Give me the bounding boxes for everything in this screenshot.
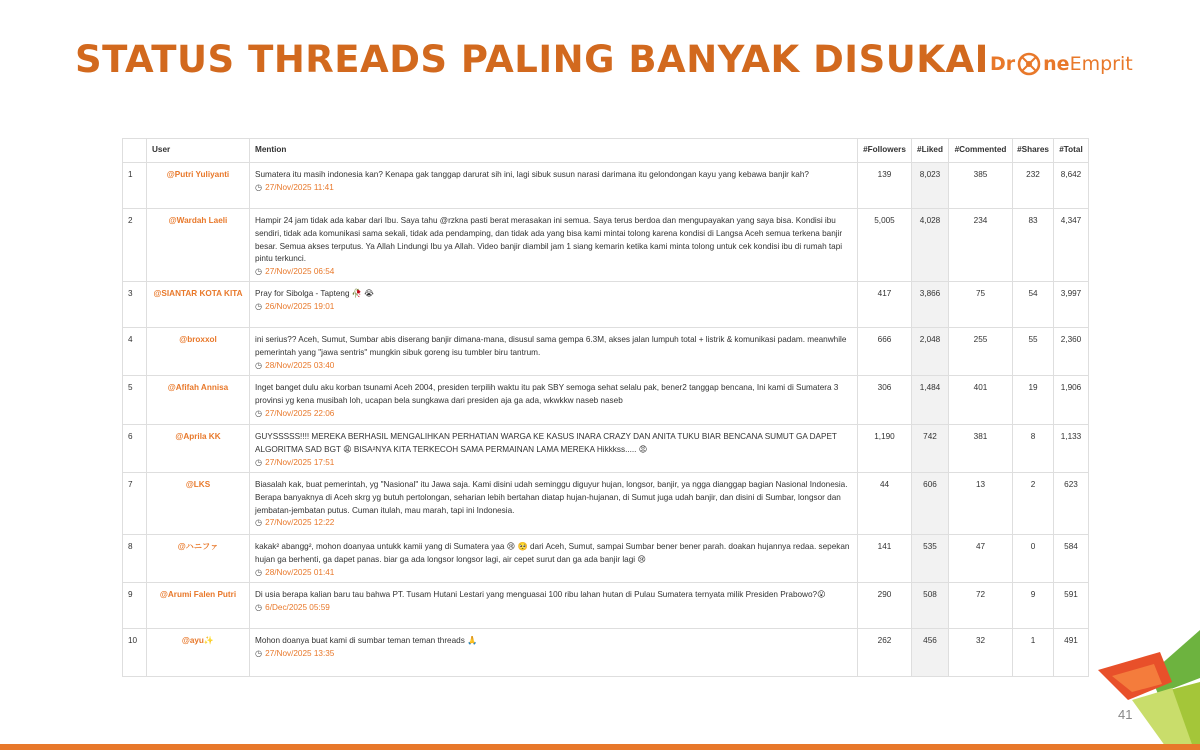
- header-no: [123, 139, 147, 163]
- liked-count: 535: [912, 535, 949, 583]
- total-count: 8,642: [1054, 163, 1089, 209]
- user-link[interactable]: @ayu✨: [147, 629, 250, 677]
- clock-icon: ◷: [255, 567, 263, 577]
- mention-cell: [250, 328, 858, 376]
- liked-count: 508: [912, 583, 949, 629]
- table-row: [123, 473, 1089, 535]
- header-commented: #Commented: [949, 139, 1013, 163]
- user-link[interactable]: @SIANTAR KOTA KITA: [147, 282, 250, 328]
- post-date-text: 27/Nov/2025 22:06: [265, 408, 335, 418]
- shares-count: 83: [1013, 209, 1054, 282]
- post-date[interactable]: [255, 408, 852, 421]
- shares-count: 19: [1013, 376, 1054, 425]
- mention-cell: [250, 473, 858, 535]
- page-title: STATUS THREADS PALING BANYAK DISUKAI: [75, 38, 989, 81]
- commented-count: 32: [949, 629, 1013, 677]
- liked-count: 2,048: [912, 328, 949, 376]
- logo-text-emprit: Emprit: [1069, 53, 1133, 75]
- mention-text: ini serius?? Aceh, Sumut, Sumbar abis diserang banjir dimana-mana, disusul sama gempa 6.3M, akses jalan lumpuh total + listrik & komunikasi padam. meanwhile pemerintah yang "jawa sentris" mungkin sibuk goreng isu tumbler biru tantrum.: [255, 335, 847, 357]
- clock-icon: ◷: [255, 267, 263, 277]
- user-link[interactable]: @broxxol: [147, 328, 250, 376]
- shares-count: 0: [1013, 535, 1054, 583]
- commented-count: 72: [949, 583, 1013, 629]
- total-count: 584: [1054, 535, 1089, 583]
- shares-count: 2: [1013, 473, 1054, 535]
- liked-count: 456: [912, 629, 949, 677]
- header-mention: Mention: [250, 139, 858, 163]
- followers-count: 306: [858, 376, 912, 425]
- followers-count: 141: [858, 535, 912, 583]
- corner-decoration-graphic: [1098, 630, 1200, 750]
- row-number: 6: [123, 425, 147, 473]
- followers-count: 417: [858, 282, 912, 328]
- row-number: 8: [123, 535, 147, 583]
- followers-count: 1,190: [858, 425, 912, 473]
- mention-cell: [250, 629, 858, 677]
- liked-count: 606: [912, 473, 949, 535]
- mention-text: Mohon doanya buat kami di sumbar teman teman threads 🙏: [255, 636, 478, 645]
- post-date[interactable]: [255, 602, 852, 615]
- post-date-text: 26/Nov/2025 19:01: [265, 301, 335, 311]
- header-followers: #Followers: [858, 139, 912, 163]
- header-user: User: [147, 139, 250, 163]
- liked-count: 1,484: [912, 376, 949, 425]
- mention-text: Hampir 24 jam tidak ada kabar dari Ibu. Saya tahu @rzkna pasti berat merasakan ini semua. Saya terus berdoa dan mengupayakan yang saya bisa. Kondisi ibu sendiri, tidak ada komunikasi sama sekali, tidak ada pendamping, dan tidak ada yang bisa kami mintai tolong karena kondisi di Langsa Aceh semua terkena banjir besar. Semua akses terputus. Ya Allah Lindungi Ibu ya Allah. Video banjir diambil jam 1 siang kemarin ketika kami minta tolong untuk cek kondisi ibu di rumah tapi pintu terkunci.: [255, 216, 843, 264]
- clock-icon: ◷: [255, 602, 263, 612]
- liked-count: 742: [912, 425, 949, 473]
- table-row: [123, 328, 1089, 376]
- followers-count: 44: [858, 473, 912, 535]
- logo-text-ne: ne: [1043, 53, 1070, 75]
- page-number: 41: [1118, 707, 1133, 722]
- table-row: [123, 376, 1089, 425]
- post-date[interactable]: [255, 266, 852, 279]
- mention-text: Di usia berapa kalian baru tau bahwa PT. Tusam Hutani Lestari yang menguasai 100 ribu lahan hutan di Pulau Sumatera ternyata milik Presiden Prabowo?😮: [255, 590, 826, 599]
- clock-icon: ◷: [255, 408, 263, 418]
- drone-logo-icon: [1016, 51, 1042, 77]
- commented-count: 234: [949, 209, 1013, 282]
- total-count: 1,133: [1054, 425, 1089, 473]
- row-number: 9: [123, 583, 147, 629]
- mention-text: GUYSSSSS!!!! MEREKA BERHASIL MENGALIHKAN PERHATIAN WARGA KE KASUS INARA CRAZY DAN ANITA TUKU BIAR BENCANA SUMUT GA DAPET ALGORITMA SAD BGT 😩 BISA²NYA KITA TERKECOH SAMA PERMAINAN LAMA MEREKA Hikkkss..... 😡: [255, 432, 837, 454]
- commented-count: 13: [949, 473, 1013, 535]
- total-count: 623: [1054, 473, 1089, 535]
- post-date-text: 28/Nov/2025 03:40: [265, 360, 335, 370]
- mention-cell: [250, 163, 858, 209]
- clock-icon: ◷: [255, 360, 263, 370]
- user-link[interactable]: @Putri Yuliyanti: [147, 163, 250, 209]
- post-date[interactable]: [255, 182, 852, 195]
- mention-text: Inget banget dulu aku korban tsunami Aceh 2004, presiden terpilih waktu itu pak SBY semoga sehat selalu pak, bener2 tanggap bencana, Ini kami di Sumatera 3 provinsi yg kena musibah loh, ucapan bela sungkawa dari presiden aja ga ada, wkwkkw naseb naseb: [255, 383, 839, 405]
- threads-table: [122, 138, 1089, 677]
- table-row: [123, 535, 1089, 583]
- post-date[interactable]: [255, 457, 852, 470]
- user-link[interactable]: @Wardah Laeli: [147, 209, 250, 282]
- mention-text: Pray for Sibolga - Tapteng 🥀 😭: [255, 289, 374, 298]
- post-date[interactable]: [255, 360, 852, 373]
- user-link[interactable]: @Afifah Annisa: [147, 376, 250, 425]
- liked-count: 8,023: [912, 163, 949, 209]
- table-header-row: [123, 139, 1089, 163]
- drone-emprit-logo: [990, 44, 1133, 84]
- post-date-text: 27/Nov/2025 17:51: [265, 457, 335, 467]
- clock-icon: ◷: [255, 648, 263, 658]
- post-date-text: 27/Nov/2025 12:22: [265, 518, 335, 528]
- clock-icon: ◷: [255, 457, 263, 467]
- shares-count: 55: [1013, 328, 1054, 376]
- post-date[interactable]: [255, 567, 852, 580]
- table-row: [123, 629, 1089, 677]
- header-total: #Total: [1054, 139, 1089, 163]
- row-number: 4: [123, 328, 147, 376]
- commented-count: 381: [949, 425, 1013, 473]
- total-count: 2,360: [1054, 328, 1089, 376]
- table-row: [123, 163, 1089, 209]
- mention-cell: [250, 535, 858, 583]
- mention-cell: [250, 376, 858, 425]
- mention-cell: [250, 425, 858, 473]
- post-date[interactable]: [255, 648, 852, 661]
- followers-count: 5,005: [858, 209, 912, 282]
- post-date-text: 27/Nov/2025 11:41: [265, 182, 334, 192]
- user-link[interactable]: @Arumi Falen Putri: [147, 583, 250, 629]
- mention-cell: [250, 583, 858, 629]
- header-shares: #Shares: [1013, 139, 1054, 163]
- post-date-text: 28/Nov/2025 01:41: [265, 567, 335, 577]
- clock-icon: ◷: [255, 301, 263, 311]
- user-link[interactable]: @ハニファ: [147, 535, 250, 583]
- shares-count: 1: [1013, 629, 1054, 677]
- total-count: 491: [1054, 629, 1089, 677]
- row-number: 1: [123, 163, 147, 209]
- followers-count: 139: [858, 163, 912, 209]
- post-date[interactable]: [255, 301, 852, 314]
- post-date-text: 27/Nov/2025 06:54: [265, 267, 335, 277]
- row-number: 2: [123, 209, 147, 282]
- bottom-accent-bar: [0, 744, 1200, 750]
- shares-count: 9: [1013, 583, 1054, 629]
- total-count: 1,906: [1054, 376, 1089, 425]
- shares-count: 54: [1013, 282, 1054, 328]
- post-date[interactable]: [255, 517, 852, 530]
- followers-count: 290: [858, 583, 912, 629]
- table-row: [123, 209, 1089, 282]
- user-link[interactable]: @Aprila KK: [147, 425, 250, 473]
- clock-icon: ◷: [255, 182, 263, 192]
- mention-cell: [250, 282, 858, 328]
- logo-text-dr: Dr: [990, 53, 1016, 75]
- table-row: [123, 425, 1089, 473]
- post-date-text: 27/Nov/2025 13:35: [265, 648, 335, 658]
- commented-count: 47: [949, 535, 1013, 583]
- total-count: 591: [1054, 583, 1089, 629]
- row-number: 10: [123, 629, 147, 677]
- table-row: [123, 282, 1089, 328]
- commented-count: 401: [949, 376, 1013, 425]
- row-number: 3: [123, 282, 147, 328]
- mention-text: Sumatera itu masih indonesia kan? Kenapa gak tanggap darurat sih ini, lagi sibuk susun narasi darimana itu gelondongan kayu yang kebawa banjir kah?: [255, 170, 809, 179]
- post-date-text: 6/Dec/2025 05:59: [265, 602, 330, 612]
- mention-cell: [250, 209, 858, 282]
- liked-count: 4,028: [912, 209, 949, 282]
- clock-icon: ◷: [255, 518, 263, 528]
- followers-count: 666: [858, 328, 912, 376]
- row-number: 5: [123, 376, 147, 425]
- followers-count: 262: [858, 629, 912, 677]
- liked-count: 3,866: [912, 282, 949, 328]
- total-count: 3,997: [1054, 282, 1089, 328]
- total-count: 4,347: [1054, 209, 1089, 282]
- header-liked: #Liked: [912, 139, 949, 163]
- row-number: 7: [123, 473, 147, 535]
- shares-count: 8: [1013, 425, 1054, 473]
- shares-count: 232: [1013, 163, 1054, 209]
- table-row: [123, 583, 1089, 629]
- commented-count: 385: [949, 163, 1013, 209]
- commented-count: 255: [949, 328, 1013, 376]
- commented-count: 75: [949, 282, 1013, 328]
- mention-text: kakak² abangg², mohon doanyaa untukk kamii yang di Sumatera yaa 😢 🥺 dari Aceh, Sumut, sampai Sumbar bener bener parah. doakan hujannya redaa. sepekan hujan ga berhenti, ga dapet panas. biar ga ada longsor longsor lagi, air cepet surut dan ga ada banjir lagi 😢: [255, 542, 850, 564]
- mention-text: Biasalah kak, buat pemerintah, yg "Nasional" itu Jawa saja. Kami disini udah seminggu diguyur hujan, longsor, banjir, ya ngga dianggap bagian Nasional Indonesia. Berapa banyaknya di Aceh skrg yg butuh pertolongan, seharian lebih bertahan diatap hujan-hujanan, di Sumut juga udah banjir, dan disini di Sumbar, longsor dan jembatan-jembatan putus. Cuman itulah, mau marah, tapi ini Indonesia.: [255, 480, 848, 515]
- user-link[interactable]: @LKS: [147, 473, 250, 535]
